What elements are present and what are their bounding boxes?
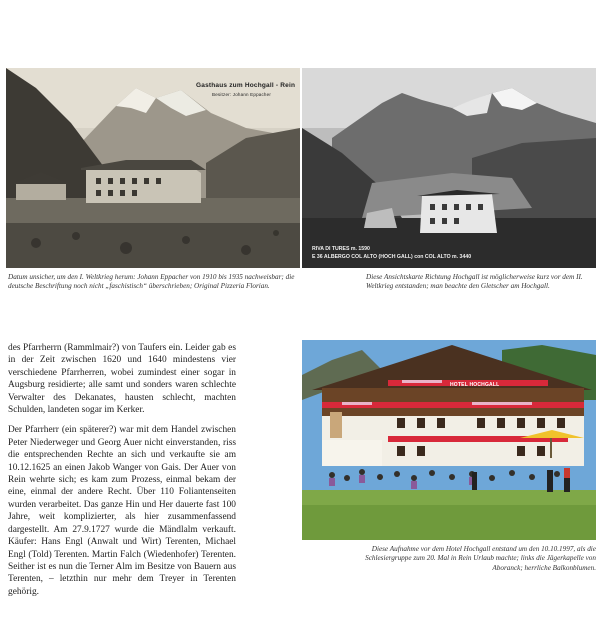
postcard-overlay-line2: E 36 ALBERGO COL ALTO (HOCH GALL) con COL ALTO m. 3440 [312,254,472,260]
body-text-column [8,342,236,606]
photo-hotel-hochgall-1997 [302,340,596,540]
photo-postcard-hochgall [302,68,596,268]
caption-top-right: Diese Ansichtskarte Richtung Hochgall ist möglicherweise kurz vor dem II. Weltkrieg entstanden; man beachte den Gletscher am Hochgall. [366,273,583,291]
photo-sign-title: Gasthaus zum Hochgall - Rein [196,82,296,89]
photo-gasthaus-historic-image [6,68,300,268]
photo-hotel-hochgall-1997-image [302,340,596,540]
hotel-sign: HOTEL HOCHGALL [450,382,500,388]
photo-postcard-hochgall-image [302,68,596,268]
photo-sign-subtitle: Besitzer: Johann Eppacher [212,92,272,97]
caption-top-left: Datum unsicher, um den I. Weltkrieg herum: Johann Eppacher von 1910 bis 1935 nachweisbar; die deutsche Beschriftung noch nicht „faschistisch“ überschrieben; Original Pizzeria Florian. [8,273,295,291]
photo-gasthaus-historic [6,68,300,268]
body-paragraph-1: des Pfarrherrn (Rammlmair?) von Taufers ein. Leider gab es in der Zeit zwischen 1620 und 1640 mindestens vier verschiedene Pfarrherren, wobei zumindest einer sogar in Augsburg residierte; alle samt und sonders waren schlechte Verwalter des Dekanates, hausten schlecht, machten Schulden, landeten sogar im Kerker. [8,343,236,416]
caption-bottom-right: Diese Aufnahme vor dem Hotel Hochgall entstand um den 10.10.1997, als die Schlesiergruppe zum 20. Mal in Rein Urlaub machte; links die Jägerkapelle von Aboranck; herrliche Balkonblumen. [365,545,596,572]
body-paragraph-2: Der Pfarrherr (ein späterer?) war mit dem Handel zwischen Peter Niederweger und Georg Auer nicht einverstanden, riss die entsprechenden Rechte an sich und verkaufte sie am 10.12.1625 an einen Jakob Wanger von Gais. Der Auer von Rein wehrte sich; es kam zum Prozess, einmal bekam der eine, einmal der andere Recht. Über 110 Foliantenseiten wurden verarbeitet. Das ganze Hin und Her dauerte fast 100 Jahre, weit komplizierter, als hier zusammenfassend dargestellt. Am 27.9.1727 wurde die Mändlalm verkauft. Käufer: Hans Engl (Anwalt und Wirt) Terenten, Michael Engl (Told) Terenten. Martin Falch (Wiedenhofer) Terenten. Seither ist es nun die Terner Alm im Besitze von Bauern aus Terenten, – letzthin nur mehr dem Treyer in Terenten gehörig. [8,425,236,597]
postcard-overlay-line1: RIVA DI TURES m. 1590 [312,246,370,252]
